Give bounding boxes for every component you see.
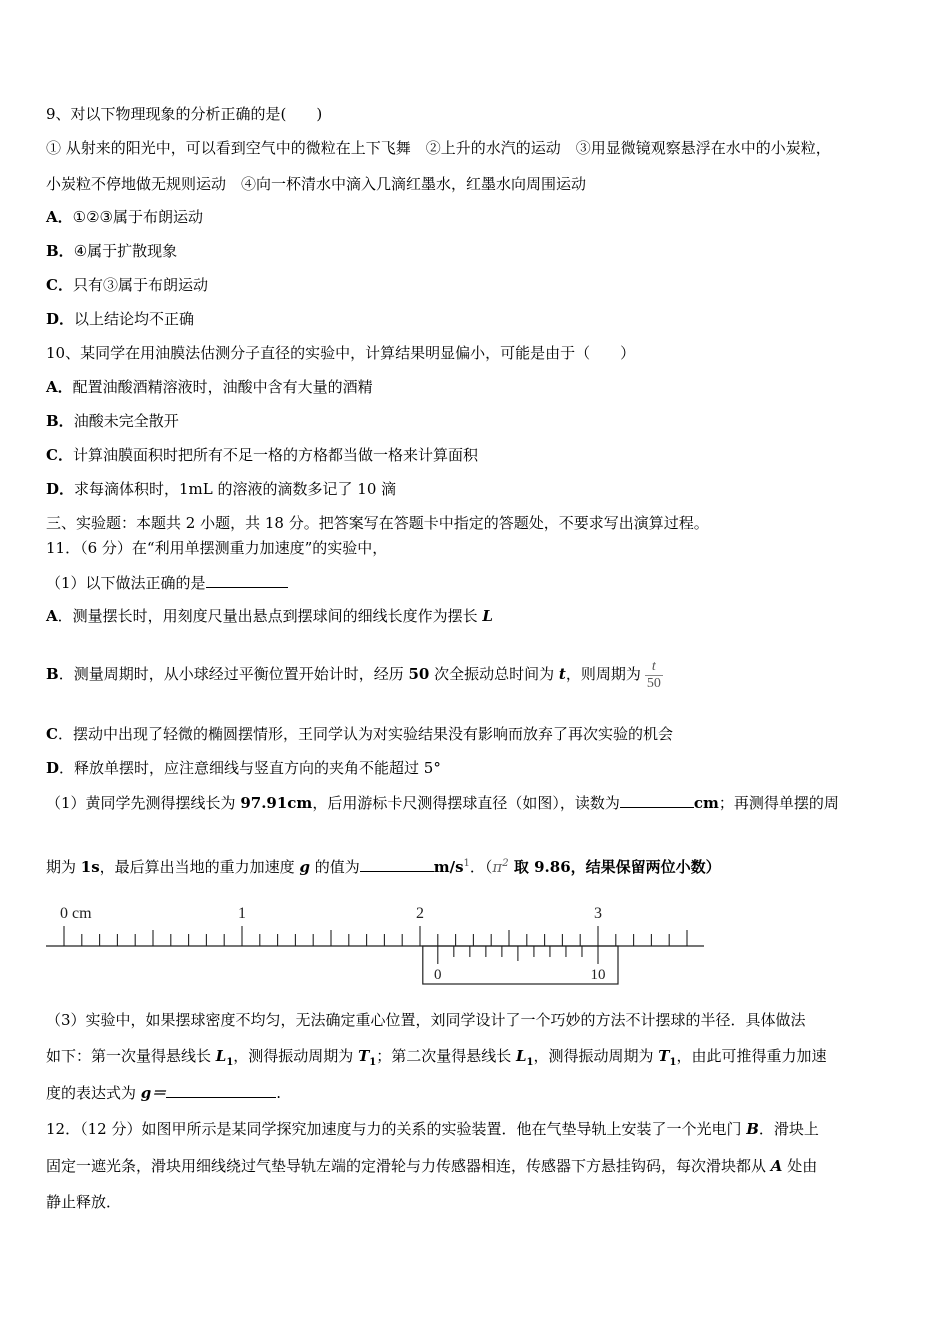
text: ；再测得单摆的周 — [718, 794, 839, 812]
main-scale-label: 0 cm — [60, 905, 92, 922]
text: 期为 — [46, 858, 81, 876]
q9-option-c — [46, 275, 208, 295]
subscript: 1 — [369, 1057, 377, 1068]
subscript: 1 — [226, 1057, 234, 1068]
main-scale-label: 1 — [238, 905, 246, 922]
q12-line2 — [46, 1156, 817, 1176]
option-letter: B — [46, 665, 59, 683]
subscript: 1 — [669, 1057, 677, 1068]
text: 度的表达式为 — [46, 1084, 141, 1102]
math-var: T — [658, 1047, 670, 1065]
option-text: ①②③属于布朗运动 — [72, 208, 203, 226]
q11-sub1 — [46, 572, 288, 593]
q9-items-line1: ① 从射来的阳光中，可以看到空气中的微粒在上下飞舞 ②上升的水汽的运动 ③用显微镜观察悬浮在水中的小炭粒， — [46, 139, 831, 157]
answer-blank[interactable] — [360, 856, 434, 872]
q9-items-line2: 小炭粒不停地做无规则运动 ④向一杯清水中滴入几滴红墨水，红墨水向周围运动 — [46, 175, 587, 193]
q11-sub2-line1 — [46, 792, 839, 813]
answer-blank[interactable] — [166, 1082, 276, 1098]
q10-option-b — [46, 411, 179, 431]
answer-blank[interactable] — [620, 792, 694, 808]
pi-symbol: π — [492, 858, 503, 876]
option-text: ．测量摆长时，用刻度尺量出悬点到摆球间的细线长度作为摆长 — [57, 607, 483, 625]
q11-sub2-line2 — [46, 854, 721, 877]
number: 1s — [80, 858, 100, 876]
option-text: 只有③属于布朗运动 — [72, 276, 208, 294]
fraction — [645, 659, 663, 692]
exponent: 1 — [463, 858, 470, 869]
q11-option-c — [46, 724, 673, 744]
option-text: ．测量周期时，从小球经过平衡位置开始计时，经历 — [58, 665, 409, 683]
vernier-plate — [423, 946, 618, 984]
math-var: L — [482, 607, 493, 625]
math-var: A — [770, 1157, 783, 1175]
text: （1）黄同学先测得摆线长为 — [46, 794, 241, 812]
math-var: B — [746, 1120, 759, 1138]
math-var: g — [299, 858, 310, 876]
fraction-numerator: t — [645, 659, 663, 676]
unit: cm — [693, 794, 719, 812]
math-var: L — [516, 1047, 527, 1065]
text: 固定一遮光条，滑块用细线绕过气垫导轨左端的定滑轮与力传感器相连，传感器下方悬挂钩码，每次滑块都从 — [46, 1157, 771, 1175]
option-letter: D． — [46, 480, 75, 498]
q10-option-d — [46, 479, 396, 499]
text: ．（ — [469, 858, 493, 876]
option-text: 以上结论均不正确 — [74, 310, 195, 328]
q10-option-c — [46, 445, 478, 465]
option-letter: D — [46, 759, 60, 777]
q10-option-a — [46, 377, 373, 397]
option-letter: B． — [46, 412, 74, 430]
option-text: ④属于扩散现象 — [73, 242, 178, 260]
q11-option-a — [46, 606, 493, 626]
vernier-label: 10 — [590, 967, 606, 983]
text: ，由此可推得重力加速 — [676, 1047, 827, 1065]
q12-line1 — [46, 1119, 819, 1139]
exponent: 2 — [502, 858, 509, 869]
fraction-denominator: 50 — [646, 675, 661, 691]
option-text: 次全振动总时间为 — [429, 665, 559, 683]
text: ，测得振动周期为 — [233, 1047, 359, 1065]
option-letter: A． — [46, 208, 73, 226]
option-text: 配置油酸酒精溶液时，油酸中含有大量的酒精 — [72, 378, 373, 396]
option-text: ，则周期为 — [565, 665, 641, 683]
text: 取 9.86，结果保留两位小数） — [508, 858, 721, 876]
math-var: L — [215, 1047, 227, 1065]
main-scale-label: 2 — [416, 905, 424, 922]
text: 处由 — [782, 1157, 818, 1175]
answer-blank[interactable] — [206, 572, 288, 588]
text: ，最后算出当地的重力加速度 — [99, 858, 300, 876]
vernier-caliper-figure — [40, 898, 720, 990]
q9-option-d — [46, 309, 194, 329]
math-var: t — [558, 665, 566, 683]
option-letter: C — [46, 725, 58, 743]
q11-stem: 11．（6 分）在“利用单摆测重力加速度”的实验中， — [46, 539, 388, 557]
option-text: 求每滴体积时，1mL 的溶液的滴数多记了 10 滴 — [74, 480, 397, 498]
q9-stem: 9、对以下物理现象的分析正确的是( ) — [46, 105, 323, 123]
sub1-text: （1）以下做法正确的是 — [46, 574, 206, 592]
text: . — [276, 1084, 282, 1102]
q9-option-a — [46, 207, 203, 227]
text: 的值为 — [309, 858, 360, 876]
option-text: 油酸未完全散开 — [73, 412, 179, 430]
option-letter: A． — [46, 378, 73, 396]
main-scale-label: 3 — [594, 905, 602, 922]
option-text: 计算油膜面积时把所有不足一格的方格都当做一格来计算面积 — [72, 446, 478, 464]
text: 12．（12 分）如图甲所示是某同学探究加速度与力的关系的实验装置．他在气垫导轨上安装了一个光电门 — [46, 1120, 747, 1138]
q10-stem: 10、某同学在用油膜法估测分子直径的实验中，计算结果明显偏小，可能是由于（ ） — [46, 344, 636, 362]
q11-option-d — [46, 758, 441, 778]
option-text: ．摆动中出现了轻微的椭圆摆情形，王同学认为对实验结果没有影响而放弃了再次实验的机会 — [57, 725, 673, 743]
q11-sub3-line1: （3）实验中，如果摆球密度不均匀，无法确定重心位置，刘同学设计了一个巧妙的方法不计摆球的半径．具体做法 — [46, 1011, 806, 1029]
q11-sub3-line3 — [46, 1082, 281, 1103]
math-expr: g＝ — [140, 1084, 167, 1102]
option-letter: D． — [46, 310, 75, 328]
number: 97.91cm — [240, 794, 313, 812]
math-var: T — [358, 1047, 370, 1065]
number: 50 — [408, 665, 430, 683]
text: ，测得振动周期为 — [533, 1047, 659, 1065]
text: 如下：第一次量得悬线长 — [46, 1047, 216, 1065]
q11-sub3-line2 — [46, 1046, 826, 1073]
section-heading: 三、实验题：本题共 2 小题，共 18 分。把答案写在答题卡中指定的答题处，不要求写出演算过程。 — [46, 514, 709, 532]
text: ；第二次量得悬线长 — [376, 1047, 516, 1065]
vernier-label: 0 — [434, 967, 442, 983]
option-letter: C． — [46, 276, 73, 294]
option-letter: A — [46, 607, 58, 625]
option-text: ．释放单摆时，应注意细线与竖直方向的夹角不能超过 5° — [59, 759, 441, 777]
subscript: 1 — [526, 1057, 534, 1068]
unit: m/s — [433, 858, 464, 876]
q11-option-b — [46, 656, 663, 692]
text: ．滑块上 — [758, 1120, 819, 1138]
text: ，后用游标卡尺测得摆球直径（如图），读数为 — [312, 794, 620, 812]
option-letter: B． — [46, 242, 74, 260]
q12-line3: 静止释放． — [46, 1193, 122, 1211]
q9-option-b — [46, 241, 177, 261]
option-letter: C． — [46, 446, 73, 464]
